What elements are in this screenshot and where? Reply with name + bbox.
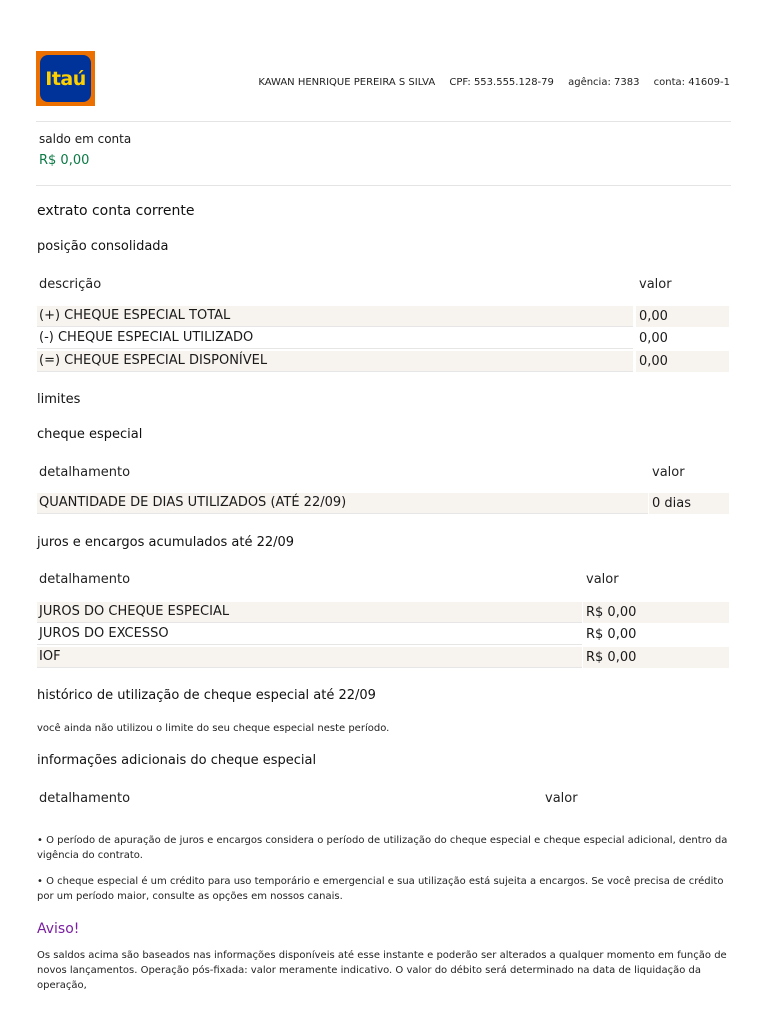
- consolidated-title: posição consolidada: [37, 239, 169, 254]
- additional-title: informações adicionais do cheque especial: [37, 753, 317, 768]
- limits-title: limites: [37, 392, 81, 407]
- account-number: conta: 41609-1: [653, 77, 730, 88]
- interest-title: juros e encargos acumulados até 22/09: [37, 535, 295, 550]
- row-desc: JUROS DO EXCESSO: [37, 624, 582, 645]
- row-desc: (-) CHEQUE ESPECIAL UTILIZADO: [37, 328, 633, 349]
- row-val: 0,00: [639, 331, 668, 346]
- balance-value: R$ 0,00: [39, 153, 90, 168]
- limits-subtitle: cheque especial: [37, 427, 143, 442]
- notice-title: Aviso!: [37, 921, 80, 937]
- divider: [36, 185, 731, 186]
- row-desc: JUROS DO CHEQUE ESPECIAL: [37, 602, 582, 623]
- row-desc: IOF: [37, 647, 582, 668]
- divider: [36, 121, 731, 122]
- interest-col-desc: detalhamento: [39, 572, 131, 587]
- logo-text: Itaú: [45, 67, 86, 90]
- additional-col-desc: detalhamento: [39, 791, 131, 806]
- customer-cpf: CPF: 553.555.128-79: [449, 77, 554, 88]
- row-val: 0,00: [636, 306, 729, 327]
- additional-col-val: valor: [545, 791, 578, 806]
- row-val: 0 dias: [649, 493, 729, 514]
- row-desc: QUANTIDADE DE DIAS UTILIZADOS (ATÉ 22/09): [37, 493, 648, 514]
- row-val: 0,00: [636, 351, 729, 372]
- customer-name: KAWAN HENRIQUE PEREIRA S SILVA: [258, 77, 436, 88]
- history-title: histórico de utilização de cheque especial até 22/09: [37, 688, 376, 703]
- row-val: R$ 0,00: [583, 647, 729, 668]
- limits-col-desc: detalhamento: [39, 465, 131, 480]
- account-header-info: [258, 77, 730, 88]
- itau-logo-inner: [40, 55, 91, 102]
- consolidated-col-val: valor: [639, 277, 672, 292]
- row-val: R$ 0,00: [586, 627, 637, 642]
- history-text: você ainda não utilizou o limite do seu cheque especial neste período.: [37, 723, 390, 734]
- statement-title: extrato conta corrente: [37, 203, 195, 219]
- notice-text: Os saldos acima são baseados nas informações disponíveis até esse instante e poderão ser alterados a qualquer momento em função de novos lançamentos. Operação pós-fixada: valor meramente indicativo. O valor do débito será determinado na data de liquidação da operação,: [37, 950, 727, 991]
- row-val: R$ 0,00: [583, 602, 729, 623]
- row-desc: (+) CHEQUE ESPECIAL TOTAL: [37, 306, 633, 327]
- itau-logo: [36, 51, 95, 106]
- additional-note: • O período de apuração de juros e encargos considera o período de utilização do cheque especial e cheque especial adicional, dentro da vigência do contrato.: [37, 835, 728, 861]
- balance-label: saldo em conta: [39, 132, 132, 146]
- consolidated-col-desc: descrição: [39, 277, 102, 292]
- limits-col-val: valor: [652, 465, 685, 480]
- branch-number: agência: 7383: [568, 77, 640, 88]
- row-desc: (=) CHEQUE ESPECIAL DISPONÍVEL: [37, 351, 633, 372]
- additional-note: • O cheque especial é um crédito para uso temporário e emergencial e sua utilização está sujeita a encargos. Se você precisa de crédito por um período maior, consulte as opções em nossos canais.: [37, 876, 724, 902]
- interest-col-val: valor: [586, 572, 619, 587]
